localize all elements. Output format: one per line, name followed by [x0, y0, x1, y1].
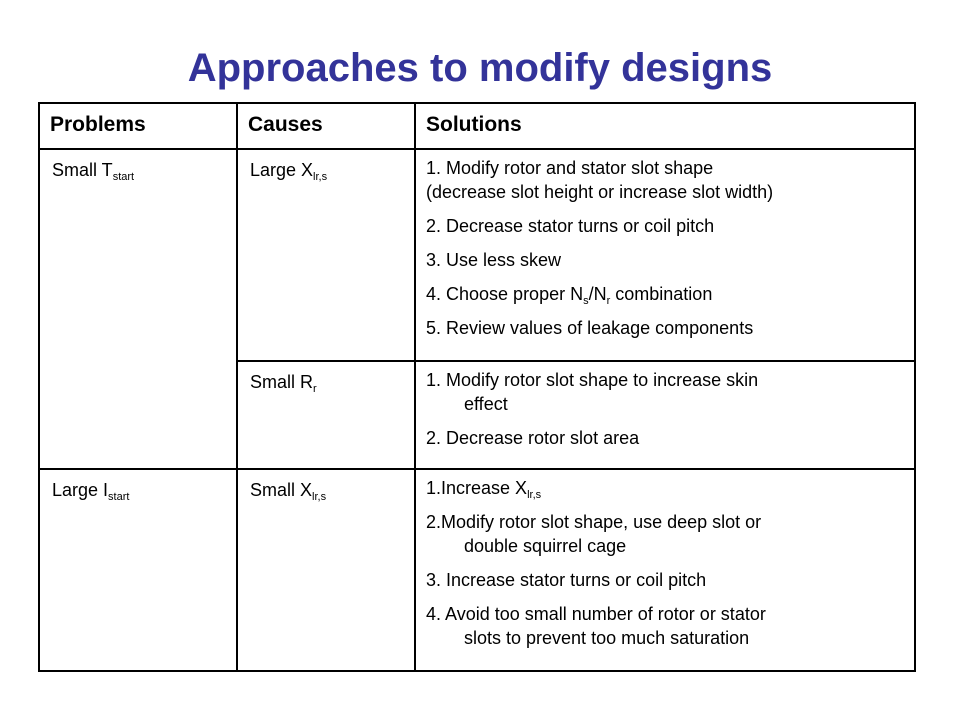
solution-text: 1.Increase X — [426, 478, 528, 498]
solution-text: (decrease slot height or increase slot width) — [426, 182, 774, 202]
solution-item: 3. Use less skew — [426, 250, 562, 270]
solution-item: 2. Decrease rotor slot area — [426, 427, 640, 448]
solution-text: combination — [610, 284, 713, 304]
cause-text: Small X — [250, 480, 313, 500]
solution-item — [416, 476, 914, 500]
solution-text: double squirrel cage — [464, 536, 627, 556]
solution-text: 1. Modify rotor and stator slot shape — [426, 158, 714, 178]
solution-text: slots to prevent too much saturation — [464, 628, 750, 648]
header-problems: Problems — [39, 103, 237, 149]
solution-text: 1. Modify rotor slot shape to increase skin — [426, 369, 759, 390]
cause-subscript: lr,s — [313, 171, 328, 183]
solution-item — [416, 156, 914, 204]
header-row — [39, 103, 915, 149]
table-row — [39, 149, 915, 361]
solution-cell — [415, 469, 915, 671]
header-solutions: Solutions — [415, 103, 915, 149]
solution-subscript: lr,s — [527, 489, 542, 501]
cause-text: Small R — [250, 371, 314, 392]
solution-cell — [415, 361, 915, 469]
solution-text: 4. Choose proper N — [426, 284, 584, 304]
problem-text: Large I — [52, 480, 109, 500]
solution-cell — [415, 149, 915, 361]
problem-subscript: start — [108, 491, 130, 503]
cause-subscript: r — [313, 382, 317, 395]
solution-item — [416, 282, 914, 306]
problem-subscript: start — [112, 171, 135, 183]
table-row — [39, 469, 915, 671]
solution-text: 2.Modify rotor slot shape, use deep slot or — [426, 512, 762, 532]
solution-subscript: s — [583, 295, 589, 307]
problem-cell — [39, 149, 237, 469]
header-causes: Causes — [237, 103, 415, 149]
solution-item: 2. Decrease stator turns or coil pitch — [426, 216, 715, 236]
solution-text: effect — [464, 393, 508, 414]
cause-text: Large X — [250, 160, 314, 180]
cause-cell — [237, 361, 415, 469]
solution-subscript: r — [606, 295, 611, 307]
solution-text: 4. Avoid too small number of rotor or stator — [426, 604, 766, 624]
problem-text: Small T — [52, 160, 113, 180]
solution-item — [416, 602, 914, 650]
cause-cell — [237, 469, 415, 671]
design-approaches-table — [38, 102, 916, 672]
solution-item — [416, 368, 914, 416]
problem-cell — [39, 469, 237, 671]
solution-item — [416, 510, 914, 558]
solution-text: /N — [588, 284, 607, 304]
page-title: Approaches to modify designs — [187, 46, 773, 90]
cause-cell — [237, 149, 415, 361]
solution-item: 3. Increase stator turns or coil pitch — [426, 570, 707, 590]
cause-subscript: lr,s — [312, 491, 327, 503]
solution-item: 5. Review values of leakage components — [426, 318, 754, 338]
